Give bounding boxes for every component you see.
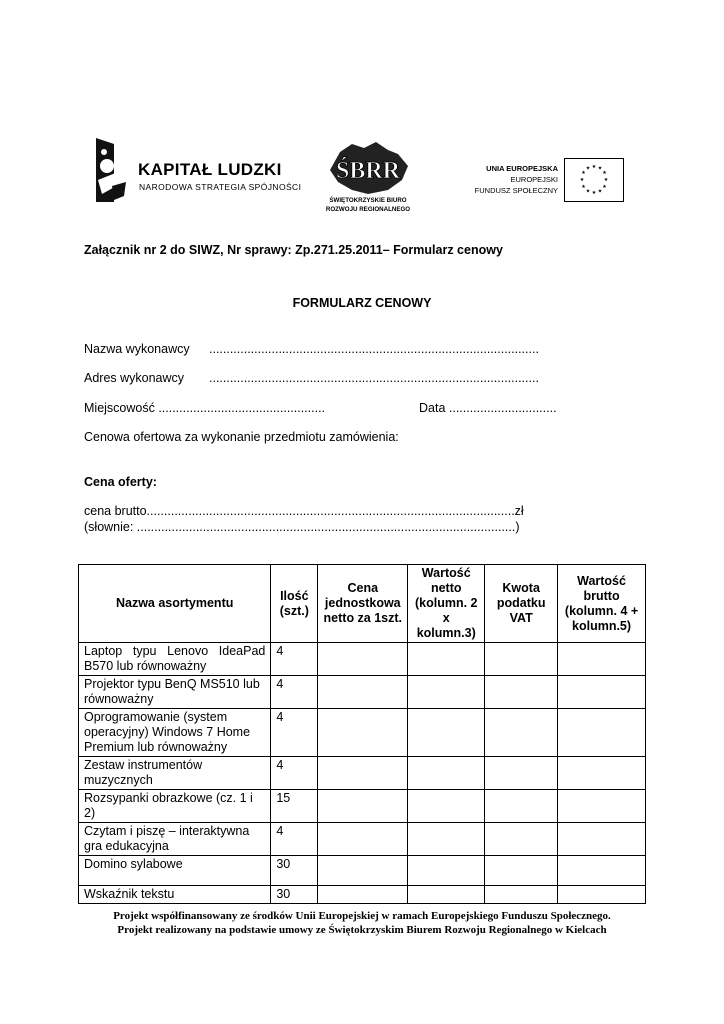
sbrr-map-emblem-icon bbox=[318, 140, 418, 196]
svg-text:★: ★ bbox=[602, 170, 607, 176]
svg-text:★: ★ bbox=[585, 165, 591, 172]
gross-price-field[interactable]: cena brutto..........................................................................................................zł bbox=[84, 504, 524, 518]
item-name: Domino sylabowe bbox=[79, 856, 271, 886]
vat-cell[interactable] bbox=[485, 676, 558, 709]
footer-line-2: Projekt realizowany na podstawie umowy ze Świętokrzyskim Biurem Rozwoju Regionalnego w Kielcach bbox=[117, 924, 607, 936]
vat-cell[interactable] bbox=[485, 709, 558, 757]
attachment-line: Załącznik nr 2 do SIWZ, Nr sprawy: Zp.271.25.2011– Formularz cenowy bbox=[84, 243, 503, 257]
item-qty: 4 bbox=[271, 709, 318, 757]
table-row bbox=[79, 643, 646, 676]
svg-text:★: ★ bbox=[591, 164, 597, 170]
net-value-cell[interactable] bbox=[408, 790, 485, 823]
in-words-field[interactable]: (słownie: .............................................................................................................) bbox=[84, 520, 520, 534]
date-field[interactable]: Data ............................... bbox=[419, 401, 557, 415]
header-qty: Ilość (szt.) bbox=[271, 565, 318, 643]
eu-line-3: FUNDUSZ SPOŁECZNY bbox=[474, 186, 558, 195]
table-header-row bbox=[79, 565, 646, 643]
sbrr-logo-text: ŚBRR bbox=[335, 158, 401, 184]
table-row bbox=[79, 790, 646, 823]
vat-cell[interactable] bbox=[485, 790, 558, 823]
kapital-ludzki-emblem-icon bbox=[92, 136, 136, 206]
svg-text:★: ★ bbox=[585, 188, 591, 195]
eu-caption bbox=[440, 163, 558, 196]
unit-price-cell[interactable] bbox=[318, 709, 408, 757]
eu-line-2: EUROPEJSKI bbox=[510, 175, 558, 184]
svg-text:★: ★ bbox=[591, 190, 597, 196]
contractor-name-field[interactable]: ............................................................................................... bbox=[209, 342, 539, 356]
eu-flag bbox=[564, 158, 624, 202]
item-qty: 4 bbox=[271, 643, 318, 676]
gross-value-cell[interactable] bbox=[558, 856, 646, 886]
item-name: Projektor typu BenQ MS510 lub równoważny bbox=[79, 676, 271, 709]
vat-cell[interactable] bbox=[485, 856, 558, 886]
header-net-value: Wartość netto (kolumn. 2 x kolumn.3) bbox=[408, 565, 485, 643]
unit-price-cell[interactable] bbox=[318, 823, 408, 856]
place-field[interactable]: Miejscowość ................................................ bbox=[84, 401, 326, 415]
unit-price-cell[interactable] bbox=[318, 790, 408, 823]
item-qty: 30 bbox=[271, 856, 318, 886]
gross-value-cell[interactable] bbox=[558, 790, 646, 823]
unit-price-cell[interactable] bbox=[318, 757, 408, 790]
table-row bbox=[79, 709, 646, 757]
vat-cell[interactable] bbox=[485, 886, 558, 904]
contractor-address-label: Adres wykonawcy bbox=[84, 371, 185, 385]
table-row bbox=[79, 676, 646, 709]
svg-text:★: ★ bbox=[597, 165, 603, 172]
footer-line-1: Projekt współfinansowany ze środków Unii Europejskiej w ramach Europejskiego Funduszu Społecznego. bbox=[113, 910, 611, 922]
net-value-cell[interactable] bbox=[408, 643, 485, 676]
gross-value-cell[interactable] bbox=[558, 676, 646, 709]
gross-value-cell[interactable] bbox=[558, 643, 646, 676]
item-qty: 4 bbox=[271, 757, 318, 790]
gross-value-cell[interactable] bbox=[558, 757, 646, 790]
price-heading: Cena oferty: bbox=[84, 475, 157, 489]
svg-text:★: ★ bbox=[602, 184, 607, 190]
vat-cell[interactable] bbox=[485, 643, 558, 676]
gross-value-cell[interactable] bbox=[558, 823, 646, 856]
svg-text:★: ★ bbox=[579, 177, 585, 183]
header-unit-price: Cena jednostkowa netto za 1szt. bbox=[318, 565, 408, 643]
kapital-ludzki-subtitle: NARODOWA STRATEGIA SPÓJNOŚCI bbox=[139, 182, 302, 192]
kapital-ludzki-title: KAPITAŁ LUDZKI bbox=[138, 160, 282, 179]
net-value-cell[interactable] bbox=[408, 709, 485, 757]
item-name: Czytam i piszę – interaktywna gra edukacyjna bbox=[79, 823, 271, 856]
net-value-cell[interactable] bbox=[408, 886, 485, 904]
contractor-name-label: Nazwa wykonawcy bbox=[84, 342, 190, 356]
table-row bbox=[79, 856, 646, 886]
svg-text:★: ★ bbox=[581, 170, 586, 176]
svg-text:★: ★ bbox=[603, 177, 609, 183]
eu-stars-icon bbox=[564, 158, 624, 202]
unit-price-cell[interactable] bbox=[318, 643, 408, 676]
unit-price-cell[interactable] bbox=[318, 676, 408, 709]
header-vat: Kwota podatku VAT bbox=[485, 565, 558, 643]
table-row bbox=[79, 823, 646, 856]
sbrr-line-2: ROZWOJU REGIONALNEGO bbox=[325, 206, 411, 213]
net-value-cell[interactable] bbox=[408, 676, 485, 709]
net-value-cell[interactable] bbox=[408, 823, 485, 856]
offer-intro: Cenowa ofertowa za wykonanie przedmiotu zamówienia: bbox=[84, 430, 399, 444]
table-row bbox=[79, 757, 646, 790]
net-value-cell[interactable] bbox=[408, 856, 485, 886]
item-name: Oprogramowanie (system operacyjny) Windows 7 Home Premium lub równoważny bbox=[79, 709, 271, 757]
item-qty: 4 bbox=[271, 823, 318, 856]
item-name: Laptop typu Lenovo IdeaPad B570 lub równoważny bbox=[79, 643, 271, 676]
vat-cell[interactable] bbox=[485, 823, 558, 856]
eu-line-1: UNIA EUROPEJSKA bbox=[486, 164, 558, 173]
item-qty: 30 bbox=[271, 886, 318, 904]
header-name: Nazwa asortymentu bbox=[79, 565, 271, 643]
svg-text:★: ★ bbox=[581, 184, 586, 190]
svg-text:★: ★ bbox=[597, 188, 603, 195]
vat-cell[interactable] bbox=[485, 757, 558, 790]
sbrr-caption bbox=[318, 196, 418, 214]
item-name: Rozsypanki obrazkowe (cz. 1 i 2) bbox=[79, 790, 271, 823]
unit-price-cell[interactable] bbox=[318, 856, 408, 886]
item-name: Wskaźnik tekstu bbox=[79, 886, 271, 904]
table-row bbox=[79, 886, 646, 904]
net-value-cell[interactable] bbox=[408, 757, 485, 790]
contractor-address-field[interactable]: ............................................................................................... bbox=[209, 371, 539, 385]
item-name: Zestaw instrumentów muzycznych bbox=[79, 757, 271, 790]
item-qty: 15 bbox=[271, 790, 318, 823]
item-qty: 4 bbox=[271, 676, 318, 709]
gross-value-cell[interactable] bbox=[558, 709, 646, 757]
gross-value-cell[interactable] bbox=[558, 886, 646, 904]
price-table bbox=[78, 564, 646, 904]
unit-price-cell[interactable] bbox=[318, 886, 408, 904]
header-gross-value: Wartość brutto (kolumn. 4 + kolumn.5) bbox=[558, 565, 646, 643]
form-title: FORMULARZ CENOWY bbox=[292, 296, 432, 310]
sbrr-line-1: ŚWIĘTOKRZYSKIE BIURO bbox=[329, 197, 407, 204]
